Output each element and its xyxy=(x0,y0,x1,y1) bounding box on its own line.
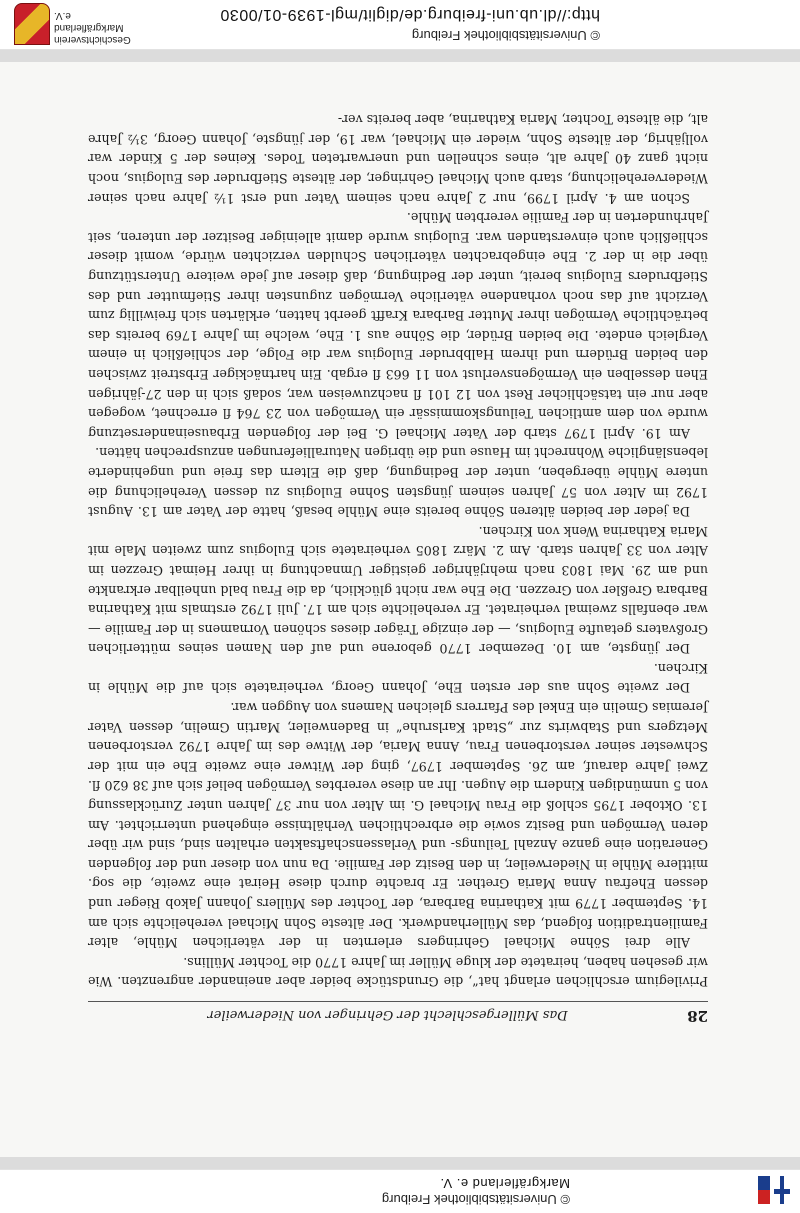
footer-divider xyxy=(0,50,800,62)
running-head-title: Das Müllergeschlecht der Gehringer von Niederweiler xyxy=(207,1007,568,1022)
running-header xyxy=(88,1001,708,1025)
paragraph: Privilegium erschlichen erlangt hat“, die Grundstücke beider aber aneinander angrenzten. Wie wir gesehen haben, heiratete der kluge Müller im Jahre 1770 die Tochter Müllins. xyxy=(88,954,708,990)
library-logo xyxy=(730,1173,790,1207)
header-copyright: © Universitätsbibliothek Freiburg xyxy=(411,28,600,43)
paragraph: Der zweite Sohn aus der ersten Ehe, Johann Georg, verheiratete sich auf die Mühle in Kirchen. xyxy=(88,660,708,696)
library-footer-bar xyxy=(0,0,800,50)
flag-logo-icon xyxy=(758,1176,770,1204)
header-url: http://dl.ub.uni-freiburg.de/diglit/mgl-1939-01/0030 xyxy=(220,6,600,23)
library-header-bar xyxy=(0,1169,800,1213)
header-divider xyxy=(0,1157,800,1169)
cross-logo-icon xyxy=(774,1176,790,1204)
footer-copyright: © Universitätsbibliothek Freiburg xyxy=(381,1192,570,1207)
paragraph: Da jeder der beiden älteren Söhne bereits eine Mühle besaß, hatte der Vater am 13. August 1792 im Alter von 57 Jahren seinem jüngsten Sohne Eulogius zu dessen Verehelichung die untere Mühle übergeben, unter der Bedingung, daß die Eltern das freie und ungehinderte lebenslängliche Wohnrecht im Hause und die übrigen Naturallieferungen anzusprechen hätten. xyxy=(88,445,708,520)
paragraph: Alle drei Söhne Michael Gehringers erlernten in der väterlichen Mühle, alter Familientradition folgend, das Müllerhandwerk. Der älteste Sohn Michael verehelichte sich am 14. September 1779 mit Katharina Barbara, der Tochter des Müllers Johann Jakob Rieger und dessen Ehefrau Anna Maria Grether. Er brachte durch diese Heirat eine zweite, die sog. mittlere Mühle in Niederweiler, in den Besitz der Familie. Da nun von dieser und der folgenden Generation eine ganze Anzahl Teilungs- und Verlassenschaftsakten erhalten sind, sind wir über deren Vermögen und Besitz sowie die erbrechtlichen Verhältnisse eingehend unterrichtet. Am 13. Oktober 1795 schloß die Frau Michael G. im Alter von nur 37 Jahren unter Zurücklassung von 5 unmündigen Kindern die Augen. Ihr an diese vererbtes Vermögen belief sich auf 38 620 fl. Zwei Jahre darauf, am 26. September 1797, ging der Witwer eine zweite Ehe ein mit der Schwester seiner verstorbenen Frau, Anna Maria, der Witwe des im Jahre 1792 verstorbenen Metzgers und Stabwirts zur „Stadt Karlsruhe“ in Badenweiler, Martin Gmelin, dessen Vater Jeremias Gmelin ein Enkel des Pfarrers gleichen Namens von Auggen war. xyxy=(88,700,708,951)
footer-society: Markgräflerland e. V. xyxy=(440,1176,570,1191)
paragraph: Der jüngste, am 10. Dezember 1770 geborene und auf den Namen seines mütterlichen Großvaters getaufte Eulogius, — der einzige Träger dieses schönen Vornamens in der Familie — war ebenfalls zweimal verheiratet. Er verehelichte sich am 17. Juli 1792 erstmals mit Katharina Barbara Greßler von Grezzen. Die Ehe war nicht glücklich, da die Frau bald unheilbar erkrankte und am 29. Mai 1803 nach mehrjähriger geistiger Umnachtung in ihrer Heimat Grezzen im Alter von 33 Jahren starb. Am 2. März 1805 verheiratete sich Eulogius zum zweiten Male mit Maria Katharina Wenk von Kirchen. xyxy=(88,523,708,657)
paragraph: Am 19. April 1797 starb der Vater Michael G. Bei der folgenden Erbauseinandersetzung wurde von dem amtlichen Teilungskommissär ein Vermögen von 23 764 fl errechnet, wogegen aber nur ein tatsächlicher Rest von 12 101 fl nachzuweisen war, sodaß sich in den 27-jährigen Ehen desselben ein Vermögensverlust von 11 663 fl ergab. Ein hartnäckiger Erbstreit zwischen den beiden Brüdern und ihrem Halbbruder Eulogius war die Folge, der schließlich in einem Vergleich endete. Die beiden Brüder, die Söhne aus 1. Ehe, welche im Jahre 1769 bereits das beträchtliche Vermögen ihrer Mutter Barbara Krafft geerbt hatten, erklärten sich freiwillig zum Verzicht auf das noch vorhandene väterliche Vermögen zugunsten ihrer Stiefmutter und des Stiefbruders Eulogius bereit, unter der Bedingung, daß dieser auf jede weitere Unterstützung über die in der 2. Ehe eingebrachten väterlichen Schulden verzichten würde, womit dieser schließlich auch einverstanden war. Eulogius wurde damit alleiniger Besitzer der unteren, seit Jahrhunderten in der Familie vererbten Mühle. xyxy=(88,210,708,441)
page-number: 28 xyxy=(687,1007,708,1025)
paragraph: Schon am 4. April 1799, nur 2 Jahre nach seinem Vater und erst 1½ Jahre nach seiner Wiederverehelichung, starb auch Michael Gehringer, der älteste Stiefbruder des Eulogius, noch nicht ganz 40 Jahre alt, eines schnellen und unerwarteten Todes. Keines der 5 Kinder war volljährig, der älteste Sohn, wieder ein Michael, war 19, der jüngste, Johann Georg, 3½ Jahre alt, die älteste Tochter, Maria Katharina, aber bereits ver- xyxy=(88,112,708,206)
society-label: Geschichtsverein Markgräflerland e.V. xyxy=(54,10,131,45)
document-body xyxy=(88,110,708,1025)
society-crest-icon xyxy=(14,3,50,45)
